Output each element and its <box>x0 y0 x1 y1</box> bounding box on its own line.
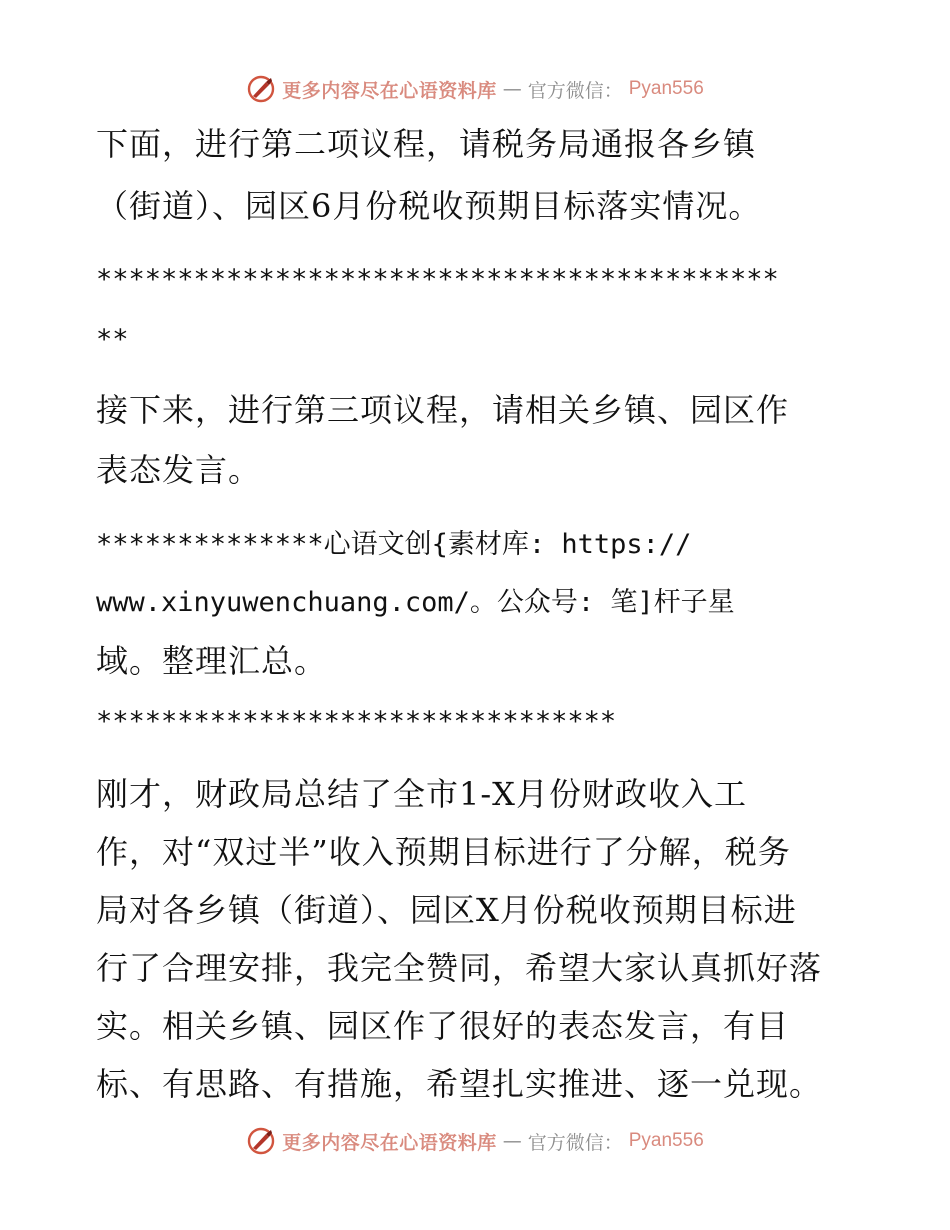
watermark-id: Pyan556 <box>628 1130 704 1151</box>
watermark-official: 官方微信： <box>527 79 623 102</box>
watermark-footer <box>0 1124 950 1158</box>
text-line: ******************************** <box>96 706 617 737</box>
text-line: 表态发言。 <box>96 451 262 489</box>
text-line: 局对各乡镇（街道）、园区X月份税收预期目标进 <box>96 891 797 929</box>
text-line: ** <box>96 324 129 355</box>
watermark-brand: 更多内容尽在心语资料库 <box>282 79 497 102</box>
text-line: 实。相关乡镇、园区作了很好的表态发言，有目 <box>96 1007 790 1045</box>
text-line: 刚才，财政局总结了全市1-X月份财政收入工 <box>96 775 747 813</box>
text-line: 域。整理汇总。 <box>96 642 328 680</box>
text-line: 下面，进行第二项议程，请税务局通报各乡镇 <box>96 125 757 163</box>
quill-logo-icon <box>246 74 276 104</box>
watermark-header <box>0 72 950 106</box>
text-line: www.xinyuwenchuang.com/。公众号: 笔]杆子星 <box>96 587 735 618</box>
watermark-id: Pyan556 <box>628 78 704 99</box>
watermark-separator: — <box>502 1130 522 1152</box>
text-line: **************心语文创{素材库: https:// <box>96 529 692 560</box>
quill-logo-icon <box>246 1126 276 1156</box>
text-line: 行了合理安排，我完全赞同，希望大家认真抓好落 <box>96 949 823 987</box>
text-line: 标、有思路、有措施，希望扎实推进、逐一兑现。 <box>96 1065 823 1103</box>
watermark-brand: 更多内容尽在心语资料库 <box>282 1131 497 1154</box>
watermark-separator: — <box>502 78 522 100</box>
text-line: 作，对“双过半”收入预期目标进行了分解，税务 <box>96 833 791 871</box>
watermark-official: 官方微信： <box>527 1131 623 1154</box>
text-line: （街道）、园区6月份税收预期目标落实情况。 <box>96 187 762 225</box>
text-line: 接下来，进行第三项议程，请相关乡镇、园区作 <box>96 391 790 429</box>
text-line: ****************************************** <box>96 264 779 295</box>
